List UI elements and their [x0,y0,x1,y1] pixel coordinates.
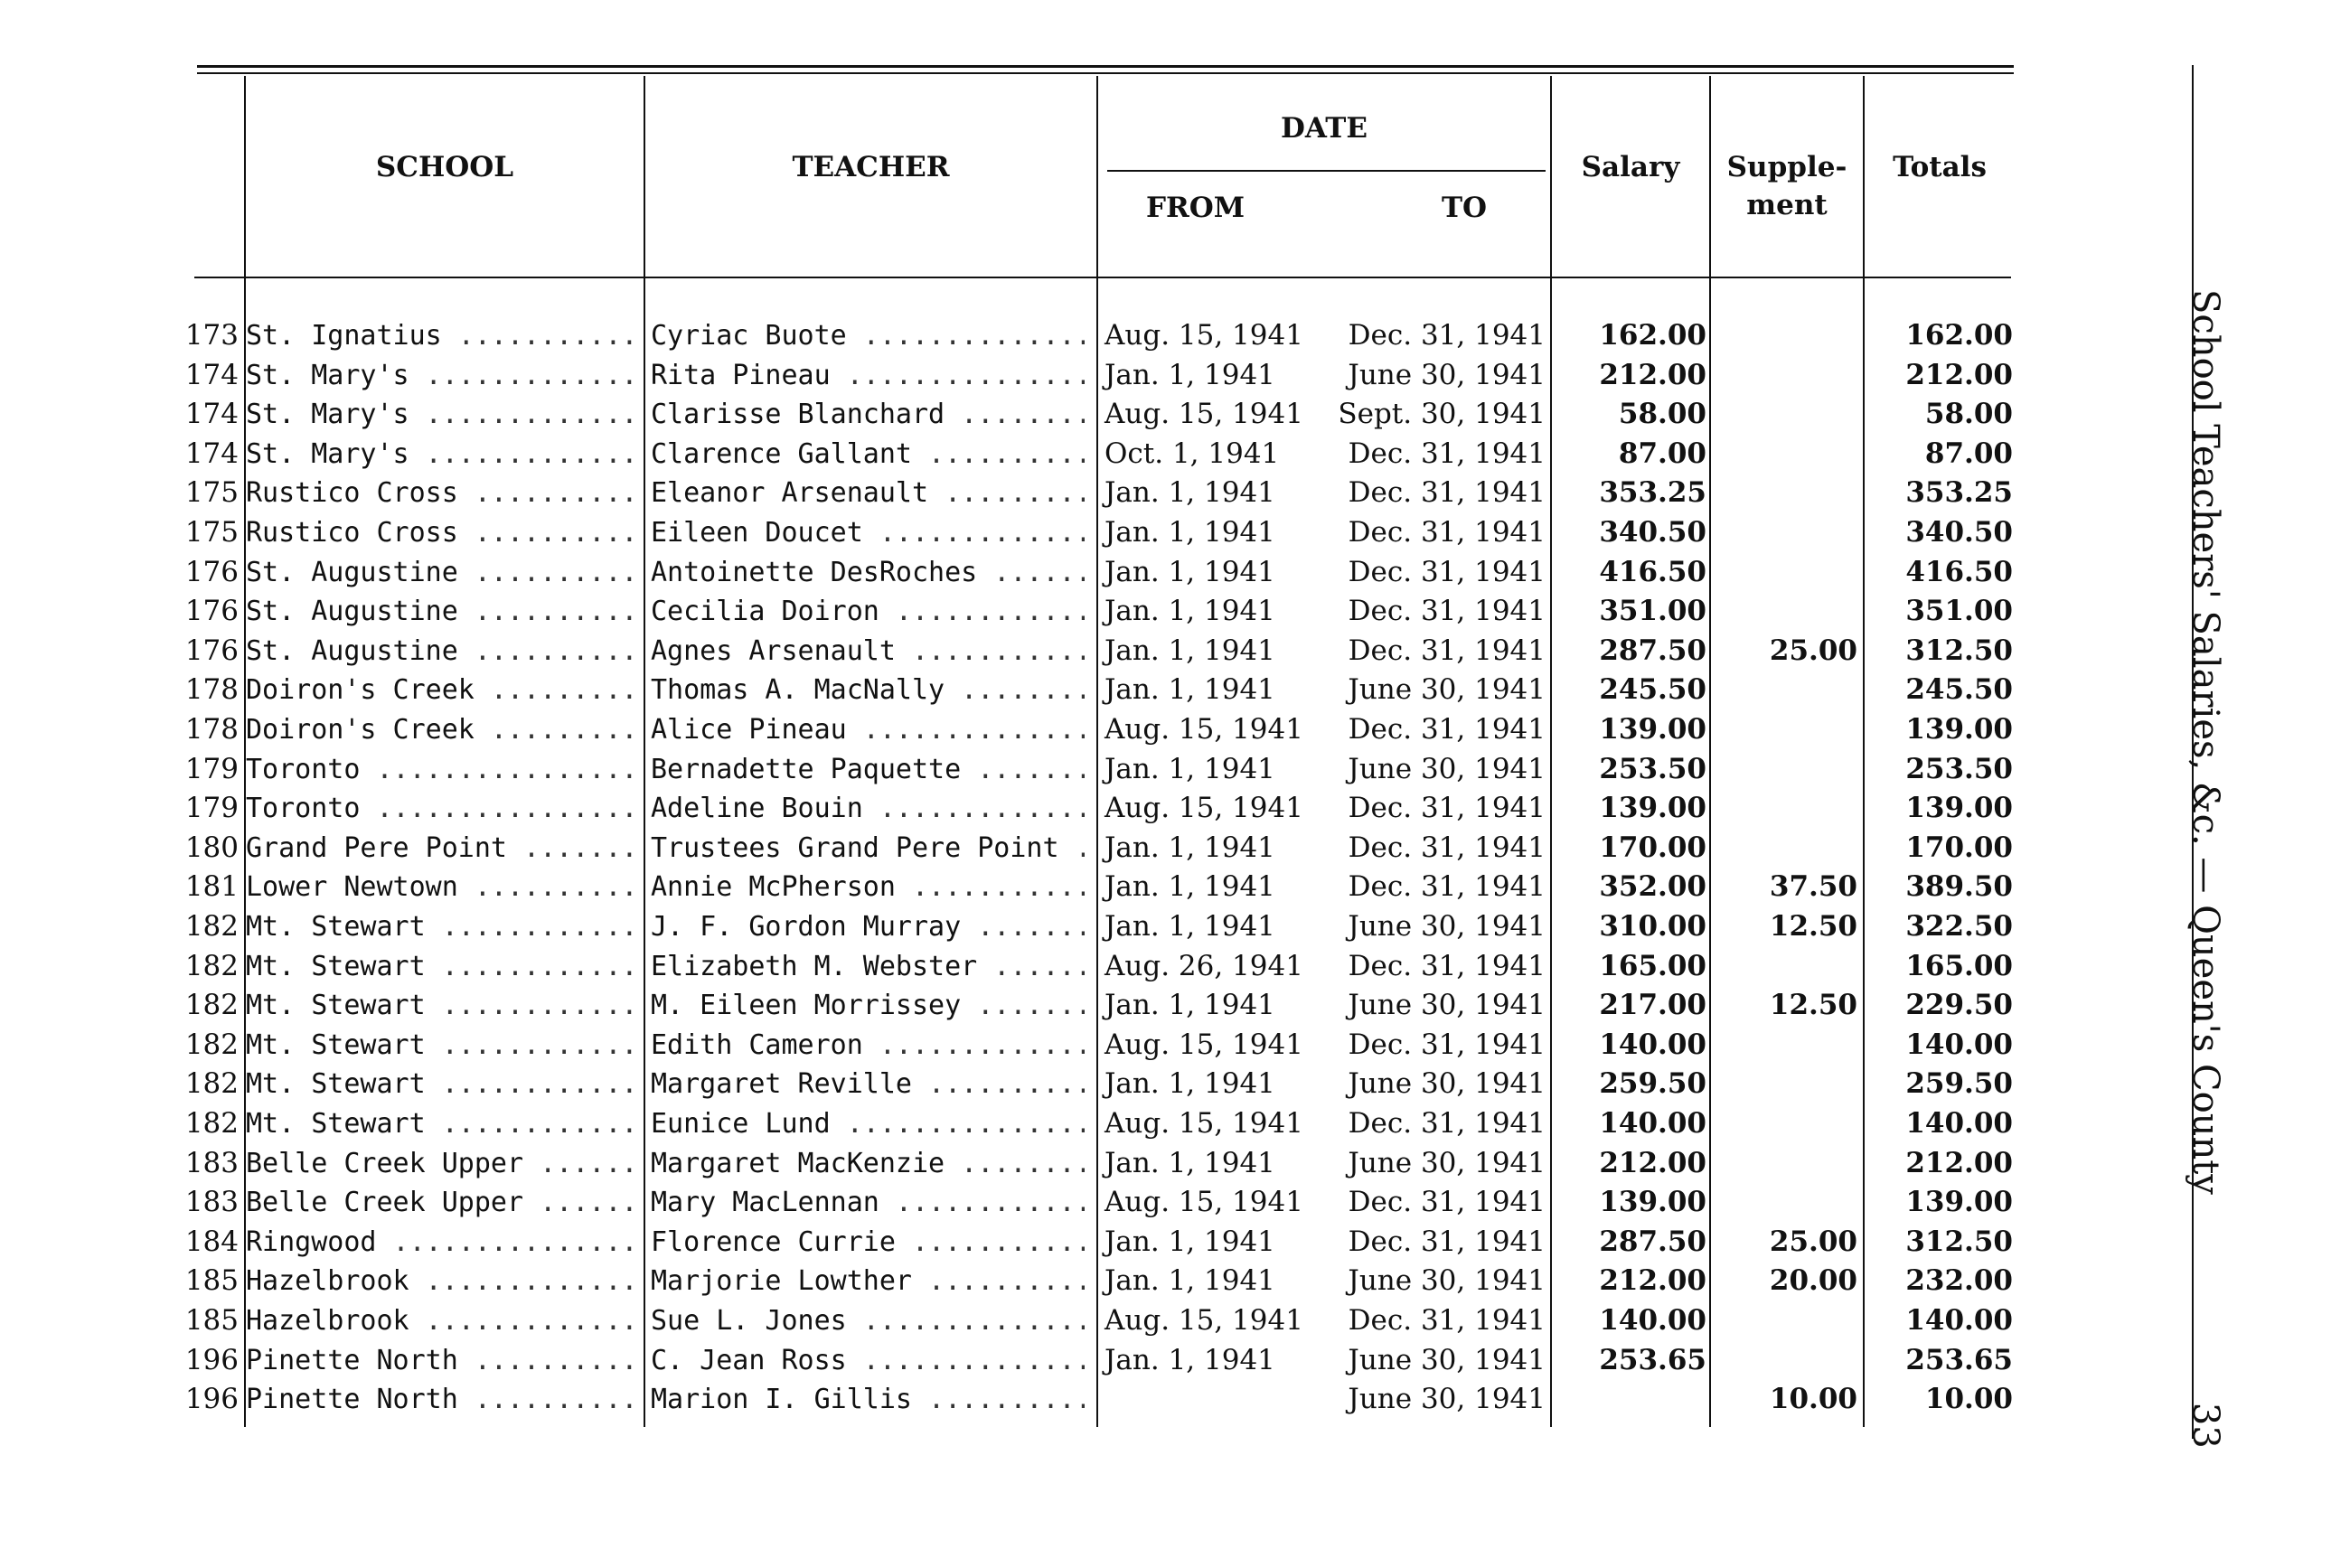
cell-school: Belle Creek Upper ..... [246,1144,634,1183]
cell-to: Dec. 31, 1941 [1348,870,1546,904]
cell-total: 245.50 [1905,673,2013,707]
cell-school: Mt. Stewart ..... [246,1026,634,1065]
cell-teacher: Eunice Lund ..... [651,1104,1085,1143]
cell-from: Jan. 1, 1941 [1104,870,1275,904]
cell-to: June 30, 1941 [1348,910,1546,943]
top-rule-inner [197,72,2014,74]
cell-total: 389.50 [1905,870,2013,904]
cell-num: 180 [184,831,239,864]
cell-school: St. Ignatius ..... [246,316,634,355]
cell-supplement: 12.50 [1769,989,1857,1022]
cell-to: June 30, 1941 [1348,358,1546,391]
cell-to: June 30, 1941 [1348,752,1546,785]
cell-teacher: Eileen Doucet ..... [651,513,1085,552]
table-row [0,986,2043,1025]
cell-school: St. Mary's ..... [246,395,634,434]
cell-to: Dec. 31, 1941 [1348,437,1546,470]
cell-salary: 310.00 [1599,910,1706,943]
cell-teacher: Bernadette Paquette ..... [651,750,1085,789]
cell-from: Jan. 1, 1941 [1104,989,1275,1022]
cell-to: June 30, 1941 [1348,1067,1546,1101]
cell-teacher: Alice Pineau ..... [651,710,1085,749]
cell-salary: 353.25 [1599,476,1706,510]
table-row [0,1262,2043,1300]
cell-total: 212.00 [1905,1146,2013,1179]
cell-to: June 30, 1941 [1348,673,1546,707]
cell-num: 175 [184,516,239,549]
cell-school: Mt. Stewart ..... [246,1065,634,1103]
cell-salary: 212.00 [1599,1146,1706,1179]
table-row [0,1223,2043,1262]
cell-salary: 351.00 [1599,595,1706,628]
cell-from: Aug. 15, 1941 [1104,1028,1303,1061]
cell-salary: 140.00 [1599,1107,1706,1140]
cell-num: 181 [184,870,239,904]
cell-total: 165.00 [1905,949,2013,982]
cell-salary: 165.00 [1599,949,1706,982]
cell-num: 179 [184,792,239,825]
cell-num: 182 [184,910,239,943]
side-title-text: School Teachers' Salaries, &c. — Queen's County [2185,289,2226,1195]
cell-from: Oct. 1, 1941 [1104,437,1280,470]
cell-teacher: Eleanor Arsenault ..... [651,474,1085,512]
cell-teacher: Clarisse Blanchard ..... [651,395,1085,434]
cell-to: Dec. 31, 1941 [1348,555,1546,588]
cell-teacher: Clarence Gallant ..... [651,435,1085,474]
cell-salary: 352.00 [1599,870,1706,904]
cell-salary: 253.65 [1599,1343,1706,1376]
table-row [0,356,2043,395]
table-row [0,1183,2043,1222]
cell-supplement: 12.50 [1769,910,1857,943]
cell-to: Dec. 31, 1941 [1348,595,1546,628]
cell-total: 229.50 [1905,989,2013,1022]
header-to: TO [1441,192,1488,224]
cell-teacher: Trustees Grand Pere Point ..... [651,829,1085,868]
cell-teacher: Marjorie Lowther ..... [651,1262,1085,1300]
cell-teacher: Margaret MacKenzie ..... [651,1144,1085,1183]
cell-to: Dec. 31, 1941 [1348,516,1546,549]
table-row [0,789,2043,828]
top-rule [197,65,2014,68]
cell-teacher: Cyriac Buote ..... [651,316,1085,355]
cell-school: Hazelbrook ..... [246,1262,634,1300]
cell-school: Pinette North ..... [246,1341,634,1380]
cell-num: 196 [184,1343,239,1376]
cell-salary: 140.00 [1599,1028,1706,1061]
cell-supplement: 25.00 [1769,1225,1857,1258]
cell-to: Dec. 31, 1941 [1348,1304,1546,1337]
cell-school: Doiron's Creek ..... [246,671,634,709]
cell-teacher: Florence Currie ..... [651,1223,1085,1262]
cell-total: 351.00 [1905,595,2013,628]
cell-teacher: Margaret Reville ..... [651,1065,1085,1103]
cell-to: June 30, 1941 [1348,989,1546,1022]
cell-supplement: 10.00 [1769,1383,1857,1416]
cell-from: Jan. 1, 1941 [1104,1264,1275,1298]
cell-school: Rustico Cross ..... [246,474,634,512]
cell-to: Dec. 31, 1941 [1348,476,1546,510]
cell-salary: 416.50 [1599,555,1706,588]
cell-salary: 340.50 [1599,516,1706,549]
cell-school: Grand Pere Point ..... [246,829,634,868]
header-supplement-line2: ment [1746,188,1828,221]
cell-num: 185 [184,1264,239,1298]
cell-from: Aug. 15, 1941 [1104,1186,1303,1219]
cell-school: Mt. Stewart ..... [246,986,634,1025]
cell-from: Aug. 15, 1941 [1104,1304,1303,1337]
cell-total: 170.00 [1905,831,2013,864]
table-row [0,1341,2043,1380]
table-row [0,750,2043,789]
cell-to: Dec. 31, 1941 [1348,634,1546,667]
cell-total: 212.00 [1905,358,2013,391]
cell-total: 322.50 [1905,910,2013,943]
side-running-title [2165,289,2246,1449]
table-row [0,829,2043,868]
cell-total: 139.00 [1905,1186,2013,1219]
cell-num: 178 [184,673,239,707]
cell-total: 253.65 [1905,1343,2013,1376]
cell-from: Jan. 1, 1941 [1104,555,1275,588]
table-row [0,1026,2043,1065]
header-teacher: TEACHER [792,151,950,183]
cell-to: Dec. 31, 1941 [1348,1186,1546,1219]
cell-school: Mt. Stewart ..... [246,1104,634,1143]
cell-to: Dec. 31, 1941 [1348,792,1546,825]
cell-num: 178 [184,713,239,746]
table-row [0,1065,2043,1103]
cell-school: Toronto ..... [246,789,634,828]
cell-teacher: C. Jean Ross ..... [651,1341,1085,1380]
table-row [0,947,2043,986]
table-row [0,710,2043,749]
cell-salary: 139.00 [1599,1186,1706,1219]
header-supplement-line1: Supple- [1726,151,1847,183]
cell-to: Dec. 31, 1941 [1348,831,1546,864]
cell-num: 183 [184,1186,239,1219]
cell-school: Mt. Stewart ..... [246,947,634,986]
table-row [0,435,2043,474]
cell-school: Hazelbrook ..... [246,1301,634,1340]
cell-teacher: Rita Pineau ..... [651,356,1085,395]
cell-total: 58.00 [1924,398,2013,431]
cell-from: Jan. 1, 1941 [1104,1067,1275,1101]
cell-total: 10.00 [1924,1383,2013,1416]
cell-teacher: Annie McPherson ..... [651,868,1085,906]
cell-to: Dec. 31, 1941 [1348,1028,1546,1061]
cell-total: 312.50 [1905,1225,2013,1258]
cell-from: Jan. 1, 1941 [1104,358,1275,391]
cell-num: 175 [184,476,239,510]
header-school: SCHOOL [375,151,514,183]
cell-salary: 87.00 [1618,437,1706,470]
cell-num: 184 [184,1225,239,1258]
cell-from: Jan. 1, 1941 [1104,634,1275,667]
cell-num: 182 [184,1107,239,1140]
cell-teacher: M. Eileen Morrissey ..... [651,986,1085,1025]
cell-salary: 212.00 [1599,358,1706,391]
cell-salary: 287.50 [1599,1225,1706,1258]
cell-total: 162.00 [1905,319,2013,352]
cell-from: Jan. 1, 1941 [1104,910,1275,943]
cell-salary: 259.50 [1599,1067,1706,1101]
cell-num: 182 [184,1028,239,1061]
cell-num: 174 [184,437,239,470]
cell-num: 179 [184,752,239,785]
cell-from: Jan. 1, 1941 [1104,752,1275,785]
cell-num: 176 [184,555,239,588]
header-salary: Salary [1581,151,1680,183]
date-divider-rule [1107,170,1546,172]
cell-to: Sept. 30, 1941 [1338,398,1546,431]
cell-num: 176 [184,634,239,667]
table-row [0,474,2043,512]
table-row [0,1301,2043,1340]
cell-to: Dec. 31, 1941 [1348,1107,1546,1140]
cell-teacher: Elizabeth M. Webster ..... [651,947,1085,986]
cell-salary: 162.00 [1599,319,1706,352]
cell-school: Toronto ..... [246,750,634,789]
cell-teacher: Sue L. Jones ..... [651,1301,1085,1340]
cell-school: Lower Newtown ..... [246,868,634,906]
cell-salary: 58.00 [1618,398,1706,431]
cell-num: 185 [184,1304,239,1337]
cell-num: 182 [184,1067,239,1101]
cell-teacher: Mary MacLennan ..... [651,1183,1085,1222]
cell-to: June 30, 1941 [1348,1264,1546,1298]
cell-school: Pinette North ..... [246,1380,634,1419]
cell-from: Jan. 1, 1941 [1104,516,1275,549]
cell-teacher: Adeline Bouin ..... [651,789,1085,828]
cell-salary: 139.00 [1599,792,1706,825]
cell-total: 87.00 [1924,437,2013,470]
cell-total: 140.00 [1905,1028,2013,1061]
cell-total: 416.50 [1905,555,2013,588]
cell-total: 340.50 [1905,516,2013,549]
cell-to: Dec. 31, 1941 [1348,949,1546,982]
cell-from: Aug. 15, 1941 [1104,792,1303,825]
cell-total: 140.00 [1905,1304,2013,1337]
cell-num: 182 [184,989,239,1022]
table-row [0,868,2043,906]
table-row [0,632,2043,671]
table-row [0,553,2043,592]
cell-school: Mt. Stewart ..... [246,907,634,946]
cell-total: 312.50 [1905,634,2013,667]
table-row [0,671,2043,709]
cell-salary: 245.50 [1599,673,1706,707]
cell-from: Jan. 1, 1941 [1104,595,1275,628]
cell-school: St. Augustine ..... [246,592,634,631]
table-row [0,1144,2043,1183]
table-row [0,395,2043,434]
cell-supplement: 25.00 [1769,634,1857,667]
cell-num: 182 [184,949,239,982]
cell-total: 253.50 [1905,752,2013,785]
cell-num: 173 [184,319,239,352]
cell-from: Jan. 1, 1941 [1104,673,1275,707]
cell-num: 174 [184,358,239,391]
cell-from: Jan. 1, 1941 [1104,476,1275,510]
header-bottom-rule [194,277,2011,278]
cell-salary: 287.50 [1599,634,1706,667]
cell-supplement: 37.50 [1769,870,1857,904]
table-row [0,1380,2043,1419]
cell-salary: 139.00 [1599,713,1706,746]
cell-teacher: Thomas A. MacNally ..... [651,671,1085,709]
header-totals: Totals [1893,151,1987,183]
cell-supplement: 20.00 [1769,1264,1857,1298]
cell-to: Dec. 31, 1941 [1348,319,1546,352]
cell-salary: 217.00 [1599,989,1706,1022]
cell-teacher: Edith Cameron ..... [651,1026,1085,1065]
cell-to: Dec. 31, 1941 [1348,1225,1546,1258]
cell-total: 353.25 [1905,476,2013,510]
cell-num: 176 [184,595,239,628]
cell-from: Jan. 1, 1941 [1104,831,1275,864]
cell-to: Dec. 31, 1941 [1348,713,1546,746]
header-supplement [1711,149,1863,225]
cell-total: 140.00 [1905,1107,2013,1140]
header-from: FROM [1145,192,1246,224]
cell-school: St. Mary's ..... [246,356,634,395]
page-number: 33 [2185,1402,2226,1449]
cell-from: Aug. 15, 1941 [1104,398,1303,431]
header-date: DATE [1281,112,1368,145]
cell-salary: 212.00 [1599,1264,1706,1298]
cell-school: Rustico Cross ..... [246,513,634,552]
cell-from: Aug. 15, 1941 [1104,319,1303,352]
table-row [0,592,2043,631]
cell-total: 139.00 [1905,792,2013,825]
table-row [0,907,2043,946]
cell-num: 196 [184,1383,239,1416]
cell-teacher: Marion I. Gillis ..... [651,1380,1085,1419]
cell-school: Doiron's Creek ..... [246,710,634,749]
cell-num: 183 [184,1146,239,1179]
cell-school: St. Mary's ..... [246,435,634,474]
cell-total: 232.00 [1905,1264,2013,1298]
cell-to: June 30, 1941 [1348,1383,1546,1416]
cell-from: Aug. 15, 1941 [1104,713,1303,746]
cell-from: Jan. 1, 1941 [1104,1343,1275,1376]
cell-num: 174 [184,398,239,431]
cell-school: Ringwood ..... [246,1223,634,1262]
cell-from: Jan. 1, 1941 [1104,1225,1275,1258]
cell-school: St. Augustine ..... [246,632,634,671]
cell-from: Aug. 26, 1941 [1104,949,1303,982]
cell-salary: 170.00 [1599,831,1706,864]
table-row [0,316,2043,355]
cell-school: Belle Creek Upper ..... [246,1183,634,1222]
cell-teacher: J. F. Gordon Murray ..... [651,907,1085,946]
cell-teacher: Cecilia Doiron ..... [651,592,1085,631]
table-row [0,513,2043,552]
table-row [0,1104,2043,1143]
cell-total: 139.00 [1905,713,2013,746]
cell-salary: 253.50 [1599,752,1706,785]
cell-to: June 30, 1941 [1348,1146,1546,1179]
cell-from: Aug. 15, 1941 [1104,1107,1303,1140]
cell-salary: 140.00 [1599,1304,1706,1337]
cell-teacher: Agnes Arsenault ..... [651,632,1085,671]
cell-school: St. Augustine ..... [246,553,634,592]
cell-from: Jan. 1, 1941 [1104,1146,1275,1179]
cell-to: June 30, 1941 [1348,1343,1546,1376]
cell-teacher: Antoinette DesRoches ..... [651,553,1085,592]
cell-total: 259.50 [1905,1067,2013,1101]
